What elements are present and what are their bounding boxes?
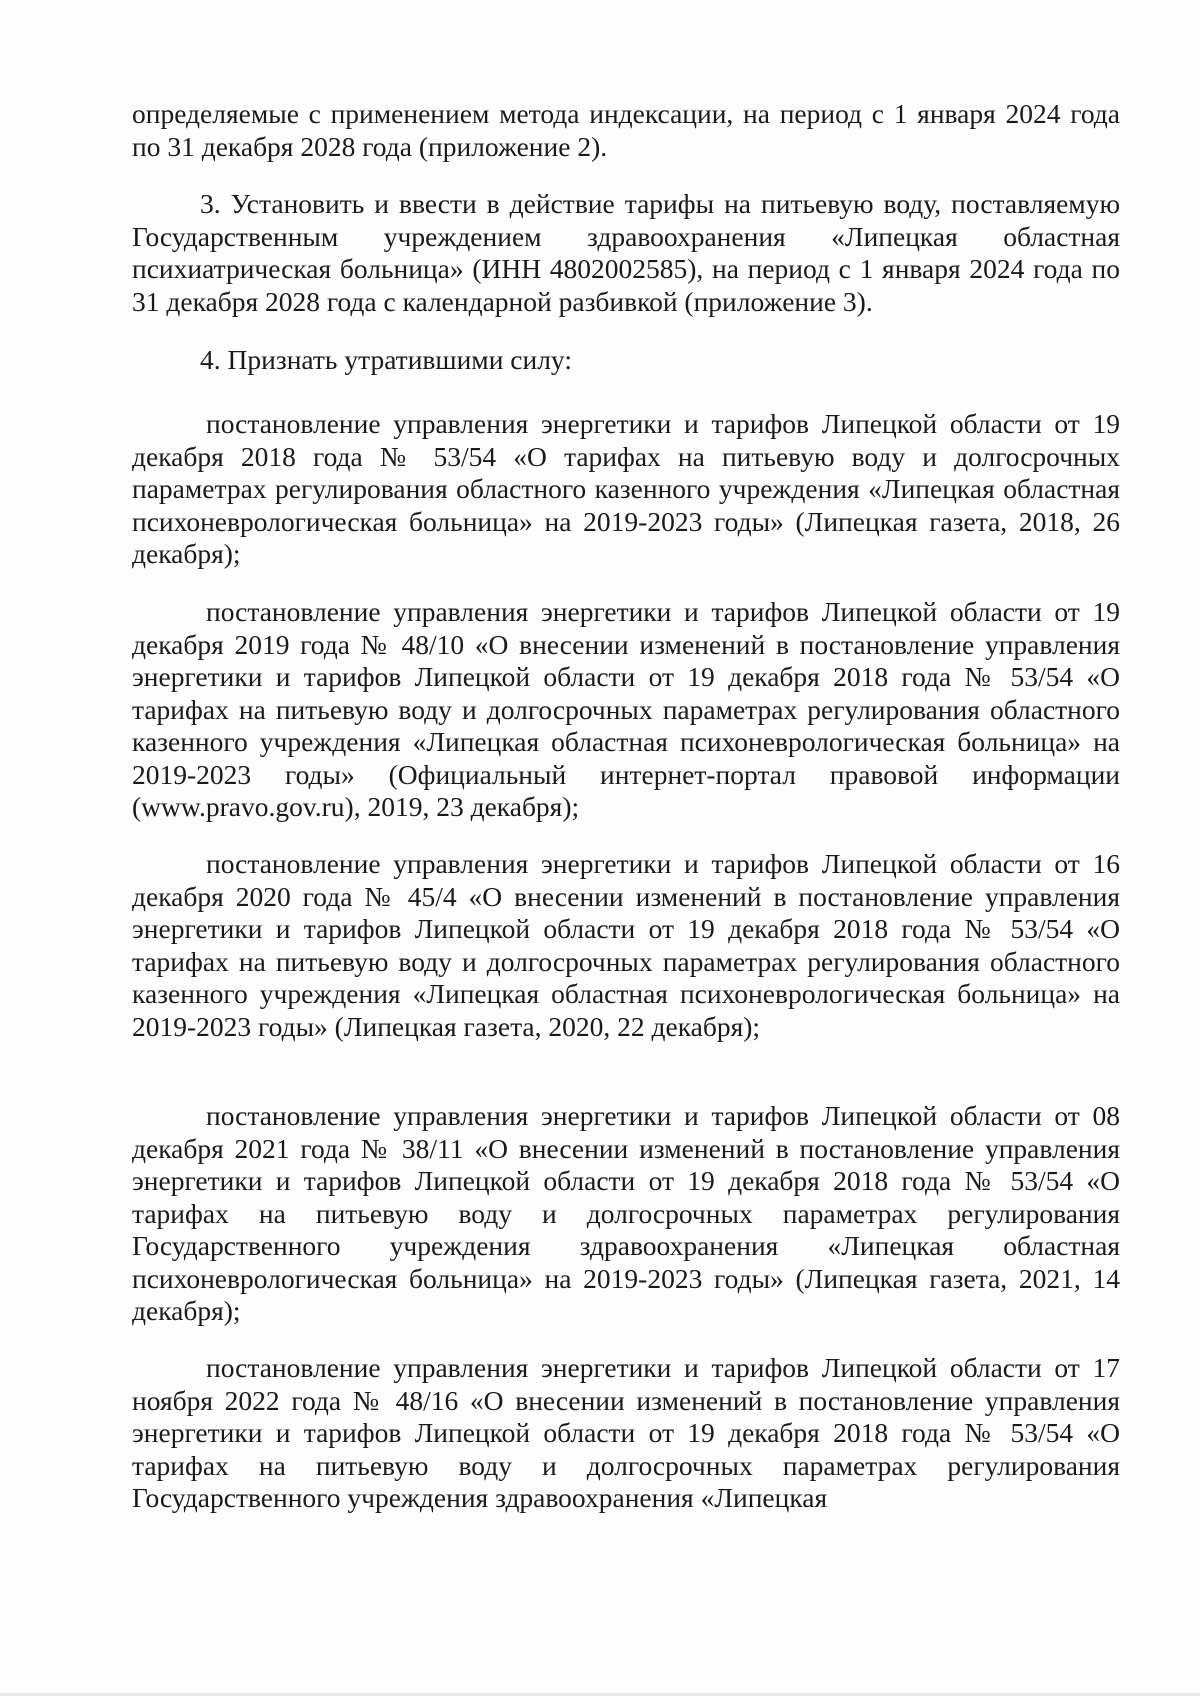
paragraph-repealed-1: постановление управления энергетики и тарифов Липецкой области от 19 декабря 2018 года № 53/54 «О тарифах на питьевую воду и долгосрочных параметрах регулирования областного казенного учреждения «Липецкая областная психоневрологическая больница» на 2019-2023 годы» (Липецкая газета, 2018, 26 декабря);: [132, 408, 1120, 569]
paragraph-repealed-2: постановление управления энергетики и тарифов Липецкой области от 19 декабря 2019 года № 48/10 «О внесении изменений в постановление управления энергетики и тарифов Липецкой области от 19 декабря 2018 года № 53/54 «О тарифах на питьевую воду и долгосрочных параметрах регулирования областного казенного учреждения «Липецкая областная психоневрологическая больница» на 2019-2023 годы» (Официальный интернет-портал правовой информации (www.pravo.gov.ru), 2019, 23 декабря);: [132, 596, 1120, 822]
paragraph-repealed-3: постановление управления энергетики и тарифов Липецкой области от 16 декабря 2020 года № 45/4 «О внесении изменений в постановление управления энергетики и тарифов Липецкой области от 19 декабря 2018 года № 53/54 «О тарифах на питьевую воду и долгосрочных параметрах регулирования областного казенного учреждения «Липецкая областная психоневрологическая больница» на 2019-2023 годы» (Липецкая газета, 2020, 22 декабря);: [132, 848, 1120, 1042]
paragraph-item-4: 4. Признать утратившими силу:: [200, 344, 572, 375]
paragraph-intro-continuation: определяемые с применением метода индексации, на период с 1 января 2024 года по 31 декабря 2028 года (приложение 2).: [132, 98, 1120, 162]
paragraph-repealed-4: постановление управления энергетики и тарифов Липецкой области от 08 декабря 2021 года № 38/11 «О внесении изменений в постановление управления энергетики и тарифов Липецкой области от 19 декабря 2018 года № 53/54 «О тарифах на питьевую воду и долгосрочных параметрах регулирования Государственного учреждения здравоохранения «Липецкая областная психоневрологическая больница» на 2019-2023 годы» (Липецкая газета, 2021, 14 декабря);: [132, 1100, 1120, 1326]
paragraph-repealed-5: постановление управления энергетики и тарифов Липецкой области от 17 ноября 2022 года № 48/16 «О внесении изменений в постановление управления энергетики и тарифов Липецкой области от 19 декабря 2018 года № 53/54 «О тарифах на питьевую воду и долгосрочных параметрах регулирования Государственного учреждения здравоохранения «Липецкая: [132, 1352, 1120, 1513]
paragraph-item-3: 3. Установить и ввести в действие тарифы на питьевую воду, поставляемую Государственным учреждением здравоохранения «Липецкая областная психиатрическая больница» (ИНН 4802002585), на период с 1 января 2024 года по 31 декабря 2028 года с календарной разбивкой (приложение 3).: [132, 188, 1120, 317]
